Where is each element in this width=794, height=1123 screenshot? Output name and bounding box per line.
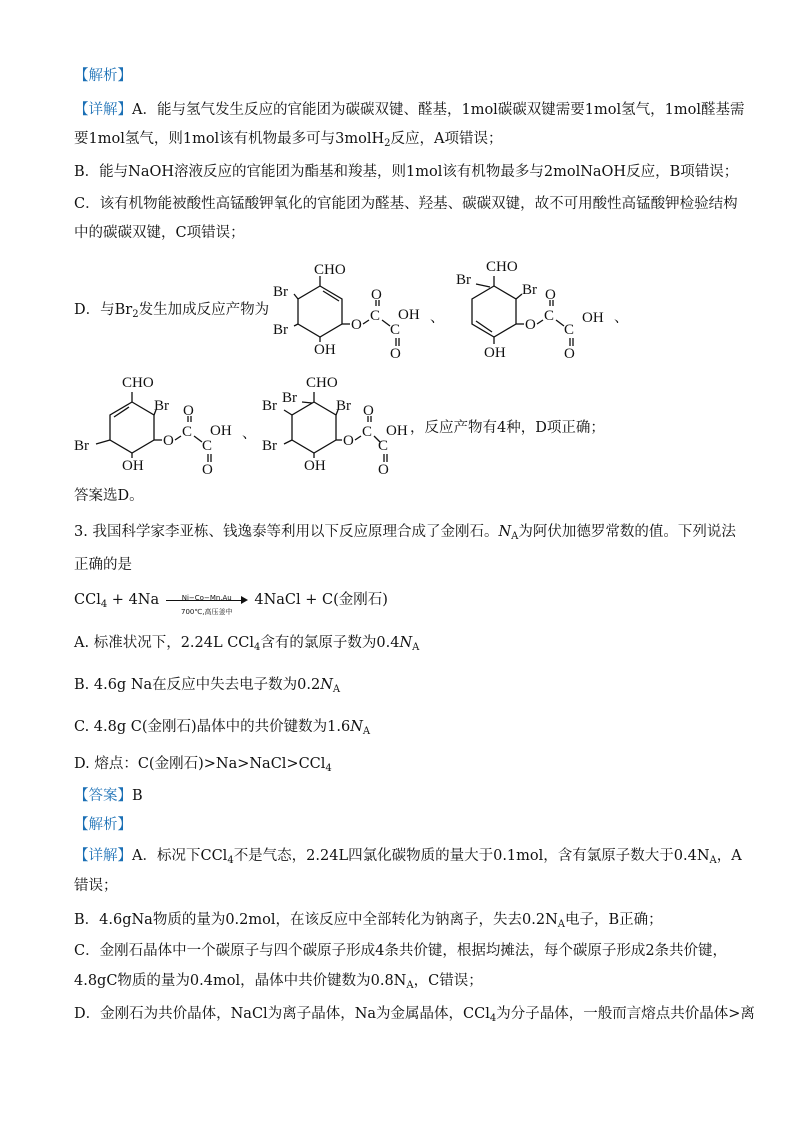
structure-product-3	[74, 370, 244, 480]
detail-a-line2	[74, 129, 503, 154]
o-label: O	[183, 403, 194, 419]
o-label: O	[351, 317, 362, 333]
explain-d-line1	[74, 1004, 755, 1029]
o-label: O	[390, 346, 401, 362]
structure-product-4	[262, 370, 412, 480]
br-label: Br	[154, 398, 169, 414]
detail-a-line1	[74, 100, 745, 120]
detail-tag: 【详解】	[74, 848, 132, 864]
subscript: 4	[227, 855, 234, 866]
q3-stem-line1	[74, 522, 736, 547]
o-label: O	[545, 287, 556, 303]
text: 发生加成反应产物为	[138, 302, 270, 318]
detail-d-line	[74, 300, 269, 325]
br-label: Br	[74, 438, 89, 454]
subscript: 4	[489, 1013, 497, 1024]
reaction-condition-top: Ni−Co−Mn,Au	[181, 594, 232, 602]
oh-label: OH	[582, 310, 604, 326]
text: 为分子晶体，一般而言熔点共价晶体>离	[496, 1006, 755, 1022]
text: 要1mol氢气，则1mol该有机物最多可与3molH	[74, 131, 385, 147]
o-label: O	[202, 462, 213, 478]
option-d	[74, 754, 332, 779]
subscript: 2	[384, 138, 391, 149]
br-label: Br	[282, 390, 297, 406]
c-label: C	[378, 438, 389, 454]
subscript: A	[412, 642, 420, 653]
explain-a-line2: 错误；	[74, 878, 118, 894]
text: ，C错误；	[413, 973, 483, 989]
oh-label: OH	[304, 458, 326, 474]
br-label: Br	[273, 322, 288, 338]
detail-b-line: B．能与NaOH溶液反应的官能团为酯基和羧基，则1mol该有机物最多与2molNaOH反应，B项错误；	[74, 164, 739, 180]
explain-c-line2	[74, 971, 483, 996]
reactant: CCl	[74, 592, 101, 608]
option-a	[74, 633, 419, 658]
text: B．4.6gNa物质的量为0.2mol，在该反应中全部转化为钠离子，失去0.2N	[74, 912, 558, 928]
oh-label: OH	[210, 423, 232, 439]
c-label: C	[362, 424, 373, 440]
text: A．标况下CCl	[132, 848, 228, 864]
br-label: Br	[522, 282, 537, 298]
text: 电子，B正确；	[565, 912, 663, 928]
q3-stem-line2: 正确的是	[74, 557, 132, 573]
structure-product-1	[266, 254, 436, 364]
text: D．金刚石为共价晶体，NaCl为离子晶体，Na为金属晶体，CCl	[74, 1006, 490, 1022]
text: 3. 我国科学家李亚栋、钱逸泰等利用以下反应原理合成了金刚石。	[74, 524, 499, 540]
c-label: C	[544, 308, 555, 324]
text: A. 标准状况下，2.24L CCl	[74, 635, 255, 651]
text: 含有的氯原子数为0.4	[260, 635, 400, 651]
reaction-condition-bottom: 700℃,高压釜中	[181, 608, 233, 616]
subscript: A	[406, 980, 414, 991]
oh-label: OH	[386, 423, 408, 439]
c-label: C	[390, 322, 401, 338]
answer-line: 答案选D。	[74, 488, 144, 504]
o-label: O	[525, 317, 536, 333]
text: D. 熔点：C(金刚石)>Na>NaCl>CCl	[74, 756, 326, 772]
na-symbol: N	[498, 524, 512, 540]
oh-label: OH	[314, 342, 336, 358]
br-label: Br	[456, 272, 471, 288]
text: B. 4.6g Na在反应中失去电子数为0.2	[74, 677, 321, 693]
o-label: O	[363, 403, 374, 419]
product: 4NaCl + C	[254, 592, 334, 608]
cho-label: CHO	[486, 259, 518, 275]
explain-b-line	[74, 910, 663, 935]
option-b	[74, 675, 340, 700]
na-symbol: N	[399, 635, 413, 651]
separator: 、	[242, 426, 257, 442]
oh-label: OH	[484, 345, 506, 361]
cho-label: CHO	[122, 375, 154, 391]
text: 反应，A项错误；	[390, 131, 503, 147]
separator: 、	[430, 310, 445, 326]
detail-d-tail: ，反应产物有4种，D项正确；	[410, 420, 605, 436]
reaction-arrow	[166, 590, 248, 616]
oh-label: OH	[398, 307, 420, 323]
arrow-shaft	[166, 600, 244, 601]
analysis-heading: 【解析】	[74, 817, 132, 833]
option-c	[74, 717, 370, 742]
reactant: + 4Na	[107, 592, 160, 608]
oh-label: OH	[122, 458, 144, 474]
explain-a-line1	[74, 846, 742, 871]
c-label: C	[182, 424, 193, 440]
subscript: A	[511, 531, 519, 542]
subscript: 4	[325, 763, 332, 774]
detail-a-text: A．能与氢气发生反应的官能团为碳碳双键、醛基，1mol碳碳双键需要1mol氢气，1mol醛基需	[132, 102, 745, 118]
c-label: C	[370, 308, 381, 324]
text: C. 4.8g C(金刚石)晶体中的共价键数为1.6	[74, 719, 351, 735]
cho-label: CHO	[314, 262, 346, 278]
subscript: A	[557, 919, 565, 930]
answer-tag: 【答案】	[74, 788, 132, 804]
subscript: A	[709, 855, 717, 866]
o-label: O	[343, 433, 354, 449]
text: D．与Br	[74, 302, 133, 318]
br-label: Br	[262, 398, 277, 414]
explain-c-line1: C．金刚石晶体中一个碳原子与四个碳原子形成4条共价键，根据均摊法，每个碳原子形成2条共价键，	[74, 943, 728, 959]
o-label: O	[371, 287, 382, 303]
subscript: 4	[100, 599, 108, 610]
detail-tag: 【详解】	[74, 102, 132, 118]
subscript: A	[362, 726, 371, 737]
text: 4.8gC物质的量为0.4mol，晶体中共价键数为0.8N	[74, 973, 407, 989]
cho-label: CHO	[306, 375, 338, 391]
text: 为阿伏加德罗常数的值。下列说法	[518, 524, 736, 540]
reaction-equation	[74, 590, 388, 615]
detail-c-line1: C．该有机物能被酸性高锰酸钾氧化的官能团为醛基、羟基、碳碳双键，故不可用酸性高锰酸钾检验结构	[74, 196, 738, 212]
o-label: O	[564, 346, 575, 362]
product: (金刚石)	[333, 592, 388, 608]
separator: 、	[614, 310, 629, 326]
br-label: Br	[262, 438, 277, 454]
text: 不是气态，2.24L四氯化碳物质的量大于0.1mol，含有氯原子数大于0.4N	[233, 848, 710, 864]
o-label: O	[163, 433, 174, 449]
na-symbol: N	[350, 719, 363, 735]
answer-value: B	[132, 788, 143, 804]
subscript: A	[332, 684, 341, 695]
answer-line	[74, 786, 143, 806]
text: ，A	[716, 848, 742, 864]
o-label: O	[378, 462, 389, 478]
subscript: 2	[132, 309, 139, 320]
na-symbol: N	[320, 677, 333, 693]
subscript: 4	[254, 642, 261, 653]
analysis-heading: 【解析】	[74, 68, 132, 84]
c-label: C	[202, 438, 213, 454]
structure-product-2	[450, 254, 620, 364]
br-label: Br	[336, 398, 351, 414]
c-label: C	[564, 322, 575, 338]
br-label: Br	[273, 284, 288, 300]
detail-c-line2: 中的碳碳双键，C项错误；	[74, 225, 245, 241]
